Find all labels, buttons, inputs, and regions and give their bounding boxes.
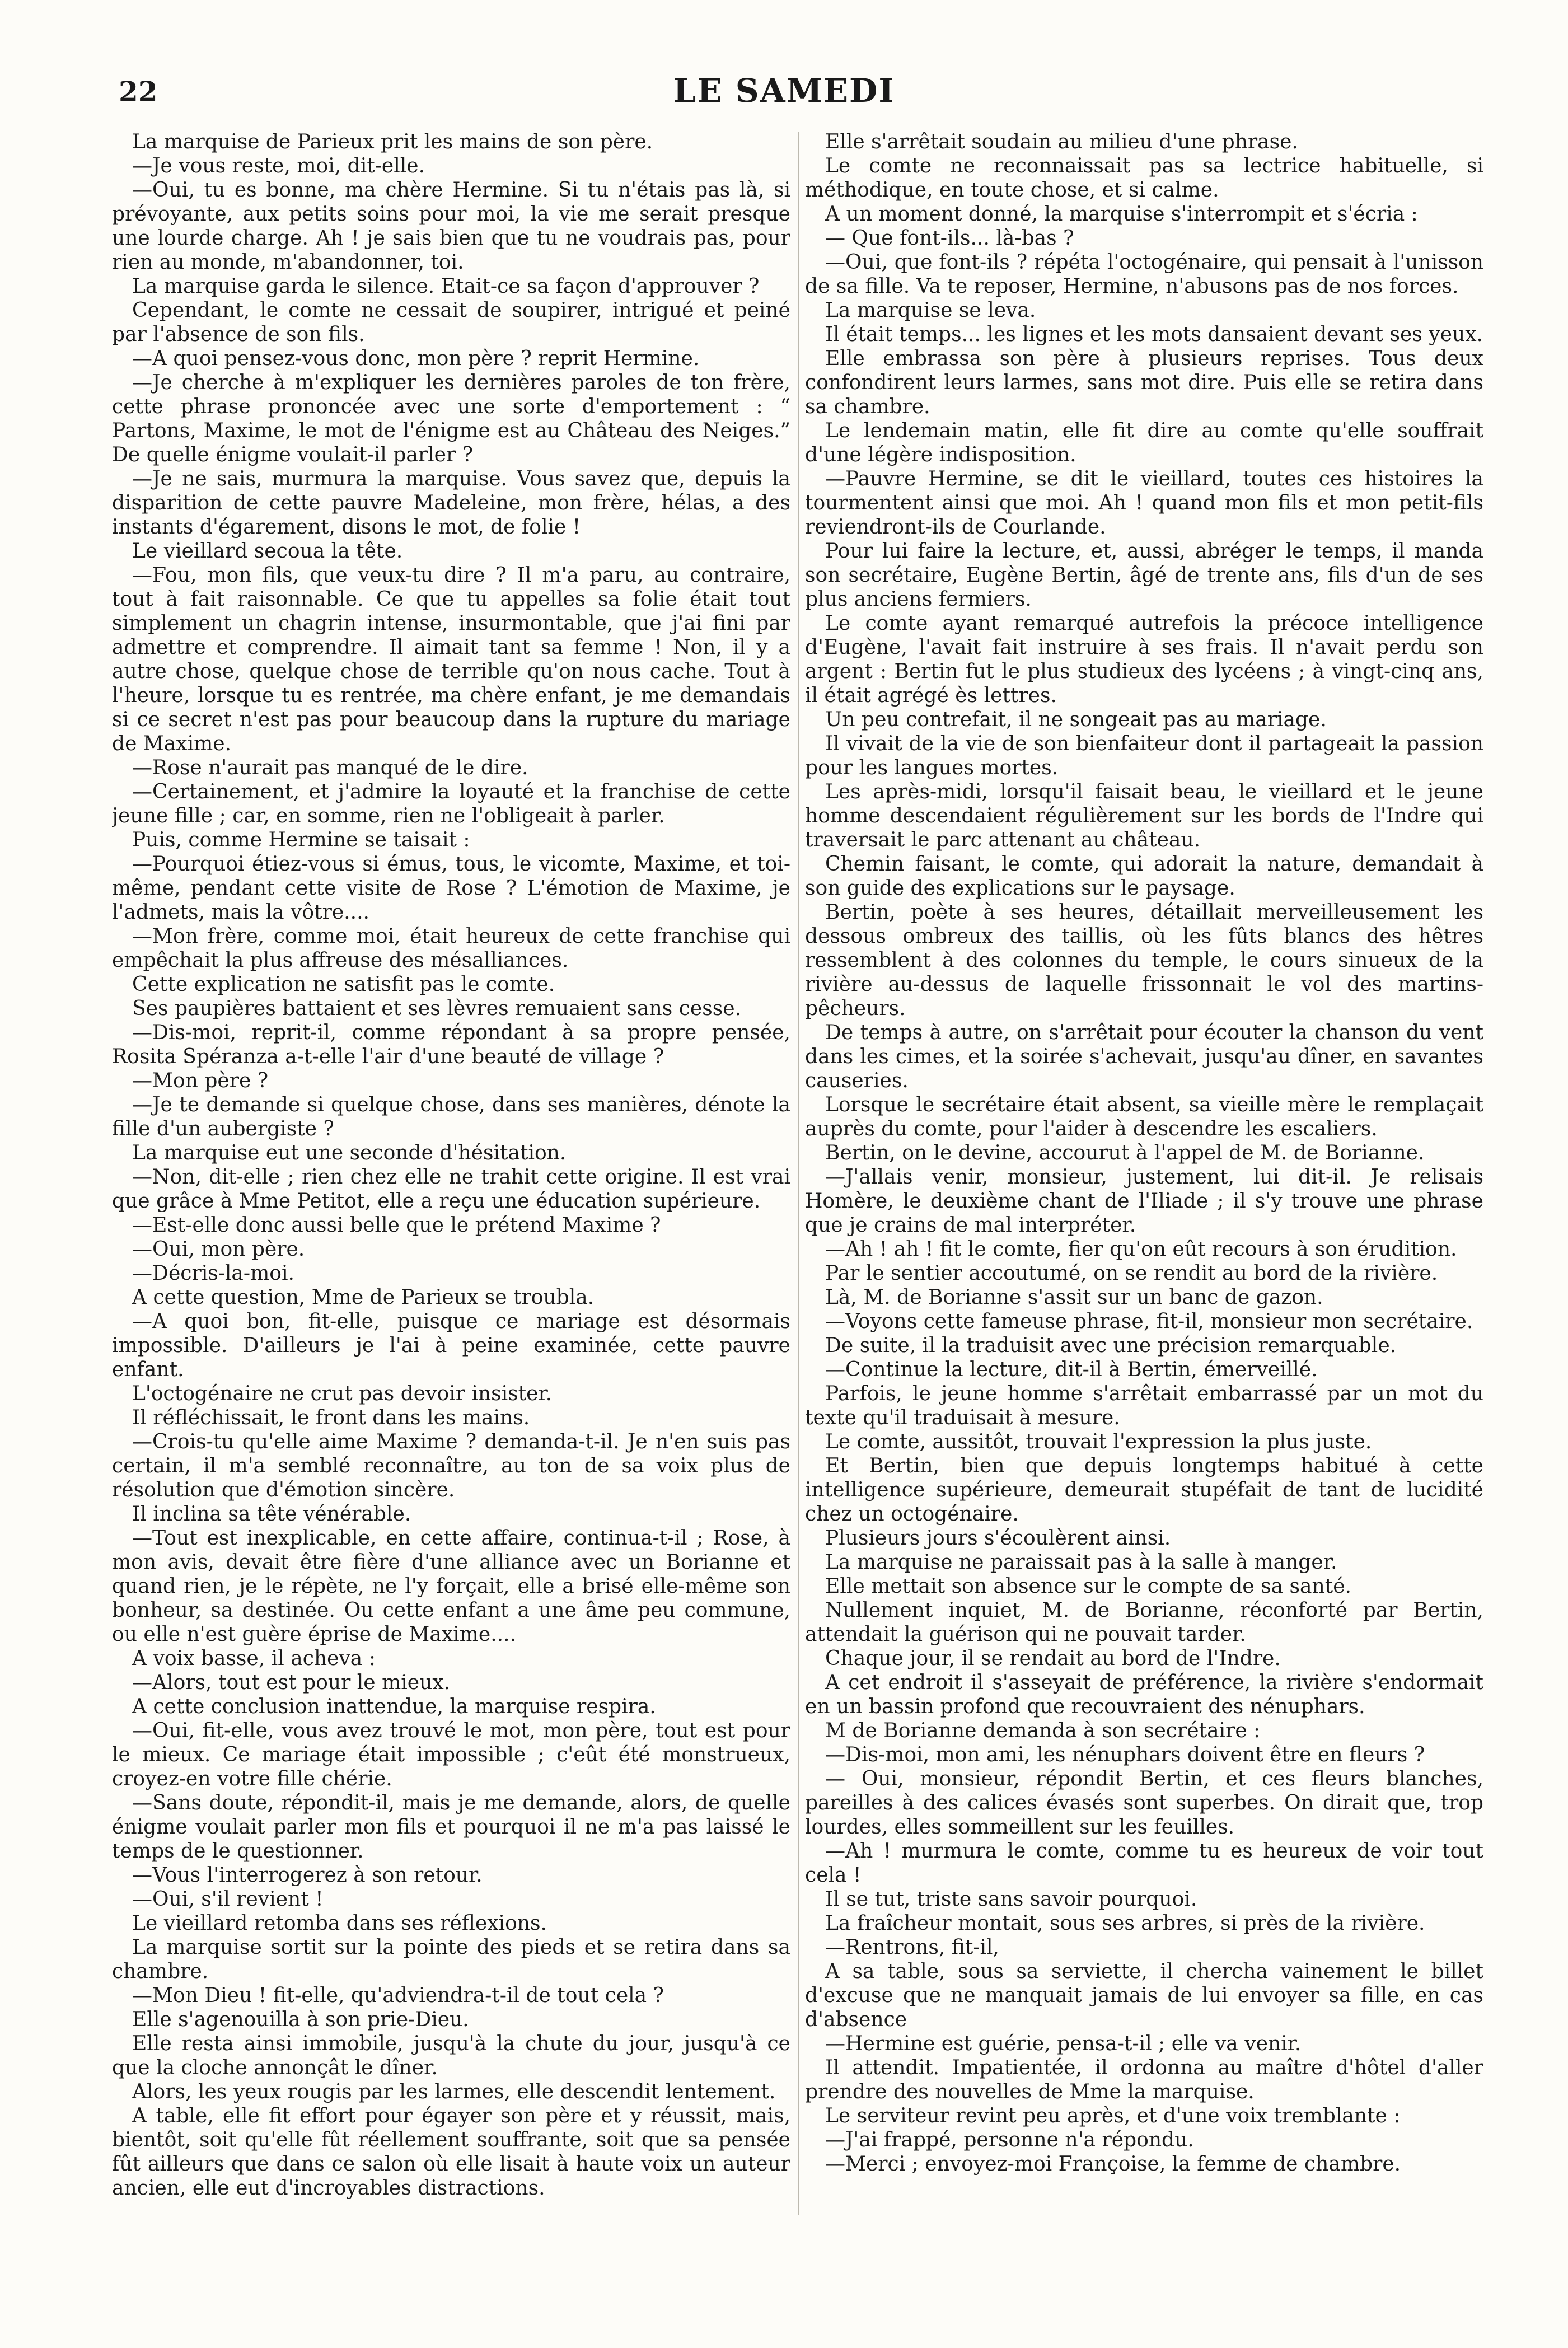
paragraph: —Je cherche à m'expliquer les dernières paroles de ton frère, cette phrase prononcée avec une sorte d'emportement : “ Partons, Maxime, le mot de l'énigme est au Château des Neiges.” De quelle énigme voulait-il parler ? — [112, 371, 790, 466]
paragraph: Et Bertin, bien que depuis longtemps habitué à cette intelligence supérieure, demeurait stupéfait de tant de lucidité chez un octogénaire. — [805, 1454, 1483, 1526]
paragraph: —Non, dit-elle ; rien chez elle ne trahit cette origine. Il est vrai que grâce à Mme Petitot, elle a reçu une éducation supérieure. — [112, 1165, 790, 1213]
paragraph: —Ah ! murmura le comte, comme tu es heureux de voir tout cela ! — [805, 1839, 1483, 1887]
paragraph: De temps à autre, on s'arrêtait pour écouter la chanson du vent dans les cimes, et la soirée s'achevait, jusqu'au dîner, en savantes causeries. — [805, 1021, 1483, 1092]
paragraph: Chaque jour, il se rendait au bord de l'Indre. — [825, 1647, 1281, 1670]
paragraph: La marquise eut une seconde d'hésitation. — [132, 1141, 567, 1164]
paragraph: —Oui, s'il revient ! — [132, 1887, 324, 1911]
paragraph: Alors, les yeux rougis par les larmes, elle descendit lentement. — [132, 2080, 776, 2103]
paragraph: Bertin, on le devine, accourut à l'appel de M. de Borianne. — [825, 1141, 1425, 1164]
paragraph: Elle s'arrêtait soudain au milieu d'une phrase. — [825, 130, 1298, 153]
paragraph: A voix basse, il acheva : — [132, 1647, 376, 1670]
paragraph: —Je ne sais, murmura la marquise. Vous savez que, depuis la disparition de cette pauvre Madeleine, mon frère, hélas, a des instants d'égarement, disons le mot, de folie ! — [112, 467, 790, 539]
paragraph: Elle embrassa son père à plusieurs reprises. Tous deux confondirent leurs larmes, sans mot dire. Puis elle se retira dans sa chambre. — [805, 347, 1483, 418]
page-header — [84, 66, 1484, 116]
paragraph: —Mon père ? — [132, 1069, 269, 1092]
paragraph: Cependant, le comte ne cessait de soupirer, intrigué et peiné par l'absence de son fils. — [112, 298, 790, 346]
paragraph: —Crois-tu qu'elle aime Maxime ? demanda-t-il. Je n'en suis pas certain, il m'a semblé reconnaître, au ton de sa voix plus de résolution que d'émotion sincère. — [112, 1430, 790, 1502]
paragraph: —Mon frère, comme moi, était heureux de cette franchise qui empêchait la plus affreuse des mésalliances. — [112, 924, 790, 972]
paragraph: Lorsque le secrétaire était absent, sa vieille mère le remplaçait auprès du comte, pour l'aider à descendre les escaliers. — [805, 1093, 1483, 1140]
paragraph: —Oui, fit-elle, vous avez trouvé le mot, mon père, tout est pour le mieux. Ce mariage était impossible ; c'eût été monstrueux, croyez-en votre fille chérie. — [112, 1719, 790, 1790]
paragraph: Il se tut, triste sans savoir pourquoi. — [825, 1887, 1197, 1911]
paragraph: Pour lui faire la lecture, et, aussi, abréger le temps, il manda son secrétaire, Eugène Bertin, âgé de trente ans, fils d'un de ses plus anciens fermiers. — [805, 539, 1483, 611]
left-column — [112, 130, 790, 2213]
paragraph: Là, M. de Borianne s'assit sur un banc de gazon. — [825, 1285, 1323, 1309]
paragraph: Il réfléchissait, le front dans les mains. — [132, 1406, 530, 1429]
paragraph: —Rose n'aurait pas manqué de le dire. — [132, 756, 528, 779]
paragraph: La marquise ne paraissait pas à la salle à manger. — [825, 1550, 1337, 1574]
paragraph: La marquise garda le silence. Etait-ce sa façon d'approuver ? — [132, 274, 760, 298]
paragraph: Le vieillard secoua la tête. — [132, 539, 403, 563]
paragraph: Il attendit. Impatientée, il ordonna au maître d'hôtel d'aller prendre des nouvelles de Mme la marquise. — [805, 2056, 1483, 2103]
paragraph: Bertin, poète à ses heures, détaillait merveilleusement les dessous ombreux des taillis, où les fûts blancs des hêtres ressemblent à des colonnes du temple, le cours sinueux de la rivière au-dessus de laquelle frissonnait le vol des martins-pêcheurs. — [805, 900, 1483, 1020]
paragraph: —Mon Dieu ! fit-elle, qu'adviendra-t-il de tout cela ? — [132, 1984, 664, 2007]
paragraph: —Oui, tu es bonne, ma chère Hermine. Si tu n'étais pas là, si prévoyante, aux petits soins pour moi, la vie me serait presque une lourde charge. Ah ! je sais bien que tu ne voudrais pas, pour rien au monde, m'abandonner, toi. — [112, 178, 790, 274]
paragraph: Parfois, le jeune homme s'arrêtait embarrassé par un mot du texte qu'il traduisait à mesure. — [805, 1382, 1483, 1429]
paragraph: —Je vous reste, moi, dit-elle. — [132, 154, 425, 177]
paragraph: Plusieurs jours s'écoulèrent ainsi. — [825, 1526, 1171, 1550]
paragraph: — Que font-ils... là-bas ? — [825, 226, 1074, 250]
paragraph: —J'ai frappé, personne n'a répondu. — [825, 2128, 1194, 2151]
paragraph: Chemin faisant, le comte, qui adorait la nature, demandait à son guide des explications sur le paysage. — [805, 852, 1483, 900]
paragraph: —Ah ! ah ! fit le comte, fier qu'on eût recours à son érudition. — [825, 1237, 1457, 1261]
paragraph: A cette conclusion inattendue, la marquise respira. — [132, 1695, 656, 1718]
paragraph: Ses paupières battaient et ses lèvres remuaient sans cesse. — [132, 997, 742, 1020]
paragraph: —Tout est inexplicable, en cette affaire, continua-t-il ; Rose, à mon avis, devait être fière d'une alliance avec un Borianne et quand rien, je le répète, ne l'y forçait, elle a brisé elle-même son bonheur, sa destinée. Ou cette enfant a une âme peu commune, ou elle n'est guère éprise de Maxime.... — [112, 1526, 790, 1646]
paragraph: Le comte ayant remarqué autrefois la précoce intelligence d'Eugène, l'avait fait instruire à ses frais. Il n'avait perdu son argent : Bertin fut le plus studieux des lycéens ; à vingt-cinq ans, il était agrégé ès lettres. — [805, 611, 1483, 707]
paragraph: —Sans doute, répondit-il, mais je me demande, alors, de quelle énigme voulait parler mon fils et pourquoi il ne m'a pas laissé le temps de le questionner. — [112, 1791, 790, 1863]
paragraph: La marquise se leva. — [825, 298, 1036, 322]
paragraph: —J'allais venir, monsieur, justement, lui dit-il. Je relisais Homère, le deuxième chant de l'Iliade ; il s'y trouve une phrase que je crains de mal interpréter. — [805, 1165, 1483, 1237]
paragraph: Il inclina sa tête vénérable. — [132, 1502, 411, 1526]
paragraph: —Dis-moi, mon ami, les nénuphars doivent être en fleurs ? — [825, 1743, 1425, 1766]
paragraph: Il était temps... les lignes et les mots dansaient devant ses yeux. — [825, 322, 1483, 346]
paragraph: Elle resta ainsi immobile, jusqu'à la chute du jour, jusqu'à ce que la cloche annonçât le dîner. — [112, 2032, 790, 2079]
paragraph: —Hermine est guérie, pensa-t-il ; elle va venir. — [825, 2032, 1302, 2055]
paragraph: La fraîcheur montait, sous ses arbres, si près de la rivière. — [825, 1911, 1425, 1935]
page-number: 22 — [119, 75, 158, 108]
paragraph: —Fou, mon fils, que veux-tu dire ? Il m'a paru, au contraire, tout à fait raisonnable. Ce que tu appelles sa folie était tout simplement un chagrin intense, insurmontable, que j'ai fini par admettre et comprendre. Il aimait tant sa femme ! Non, il y a autre chose, quelque chose de terrible qu'on nous cache. Tout à l'heure, lorsque tu es rentrée, ma chère enfant, je me demandais si ce secret n'est pas pour beaucoup dans la rupture du mariage de Maxime. — [112, 563, 790, 755]
paragraph: —Continue la lecture, dit-il à Bertin, émerveillé. — [825, 1358, 1318, 1381]
paragraph: De suite, il la traduisit avec une précision remarquable. — [825, 1334, 1397, 1357]
paragraph: A cet endroit il s'asseyait de préférence, la rivière s'endormait en un bassin profond que recouvraient des nénuphars. — [805, 1671, 1483, 1718]
paragraph: Le vieillard retomba dans ses réflexions. — [132, 1911, 547, 1935]
paragraph: —Oui, mon père. — [132, 1237, 305, 1261]
paragraph: La marquise sortit sur la pointe des pieds et se retira dans sa chambre. — [112, 1935, 790, 1983]
paragraph: Un peu contrefait, il ne songeait pas au mariage. — [825, 708, 1327, 731]
paragraph: — Oui, monsieur, répondit Bertin, et ces fleurs blanches, pareilles à des calices évasés sont superbes. On dirait que, trop lourdes, elles sommeillent sur les feuilles. — [805, 1767, 1483, 1839]
paragraph: Le comte ne reconnaissait pas sa lectrice habituelle, si méthodique, en toute chose, et si calme. — [805, 154, 1483, 202]
paragraph: Elle mettait son absence sur le compte de sa santé. — [825, 1574, 1352, 1598]
paragraph: —Oui, que font-ils ? répéta l'octogénaire, qui pensait à l'unisson de sa fille. Va te reposer, Hermine, n'abusons pas de nos forces. — [805, 250, 1483, 298]
paragraph: —Est-elle donc aussi belle que le prétend Maxime ? — [132, 1213, 661, 1237]
paragraph: A table, elle fit effort pour égayer son père et y réussit, mais, bientôt, soit qu'elle fût réellement souffrante, soit que sa pensée fût ailleurs que dans ce salon où elle lisait à haute voix un auteur ancien, elle eut d'incroyables distractions. — [112, 2104, 790, 2200]
right-column — [805, 130, 1483, 2213]
paragraph: Nullement inquiet, M. de Borianne, réconforté par Bertin, attendait la guérison qui ne pouvait tarder. — [805, 1598, 1483, 1646]
paragraph: —Certainement, et j'admire la loyauté et la franchise de cette jeune fille ; car, en somme, rien ne l'obligeait à parler. — [112, 780, 790, 827]
paragraph: Cette explication ne satisfit pas le comte. — [132, 972, 555, 996]
paragraph: Le serviteur revint peu après, et d'une voix tremblante : — [825, 2104, 1401, 2127]
paragraph: —Pauvre Hermine, se dit le vieillard, toutes ces histoires la tourmentent ainsi que moi. Ah ! quand mon fils et mon petit-fils reviendront-ils de Courlande. — [805, 467, 1483, 539]
paragraph: Puis, comme Hermine se taisait : — [132, 828, 470, 852]
paragraph: —Décris-la-moi. — [132, 1261, 294, 1285]
paragraph: M de Borianne demanda à son secrétaire : — [825, 1719, 1261, 1742]
paragraph: La marquise de Parieux prit les mains de son père. — [132, 130, 653, 153]
paragraph: A sa table, sous sa serviette, il chercha vainement le billet d'excuse que ne manquait jamais de lui envoyer sa fille, en cas d'absence — [805, 1959, 1483, 2031]
paragraph: Il vivait de la vie de son bienfaiteur dont il partageait la passion pour les langues mortes. — [805, 732, 1483, 779]
column-divider — [798, 132, 799, 2215]
paragraph: —A quoi pensez-vous donc, mon père ? reprit Hermine. — [132, 347, 700, 370]
paragraph: Par le sentier accoutumé, on se rendit au bord de la rivière. — [825, 1261, 1438, 1285]
paragraph: Le comte, aussitôt, trouvait l'expression la plus juste. — [825, 1430, 1372, 1453]
paragraph: Le lendemain matin, elle fit dire au comte qu'elle souffrait d'une légère indisposition. — [805, 419, 1483, 466]
paragraph: —Merci ; envoyez-moi Françoise, la femme de chambre. — [825, 2152, 1401, 2176]
paragraph: A cette question, Mme de Parieux se troubla. — [132, 1285, 595, 1309]
journal-title: LE SAMEDI — [673, 72, 895, 110]
paragraph: —Dis-moi, reprit-il, comme répondant à sa propre pensée, Rosita Spéranza a-t-elle l'air d'une beauté de village ? — [112, 1021, 790, 1068]
paragraph: —Alors, tout est pour le mieux. — [132, 1671, 451, 1694]
paragraph: —Pourquoi étiez-vous si émus, tous, le vicomte, Maxime, et toi-même, pendant cette visite de Rose ? L'émotion de Maxime, je l'admets, mais la vôtre.... — [112, 852, 790, 924]
paragraph: Elle s'agenouilla à son prie-Dieu. — [132, 2008, 469, 2031]
paragraph: L'octogénaire ne crut pas devoir insister. — [132, 1382, 553, 1405]
paragraph: —Vous l'interrogerez à son retour. — [132, 1863, 483, 1887]
paragraph: —Rentrons, fit-il, — [825, 1935, 1000, 1959]
paragraph: Les après-midi, lorsqu'il faisait beau, le vieillard et le jeune homme descendaient régulièrement sur les bords de l'Indre qui traversait le parc attenant au château. — [805, 780, 1483, 852]
paragraph: —A quoi bon, fit-elle, puisque ce mariage est désormais impossible. D'ailleurs je l'ai à peine examinée, cette pauvre enfant. — [112, 1309, 790, 1381]
paragraph: —Je te demande si quelque chose, dans ses manières, dénote la fille d'un aubergiste ? — [112, 1093, 790, 1140]
paragraph: —Voyons cette fameuse phrase, fit-il, monsieur mon secrétaire. — [825, 1309, 1473, 1333]
paragraph: A un moment donné, la marquise s'interrompit et s'écria : — [825, 202, 1418, 226]
